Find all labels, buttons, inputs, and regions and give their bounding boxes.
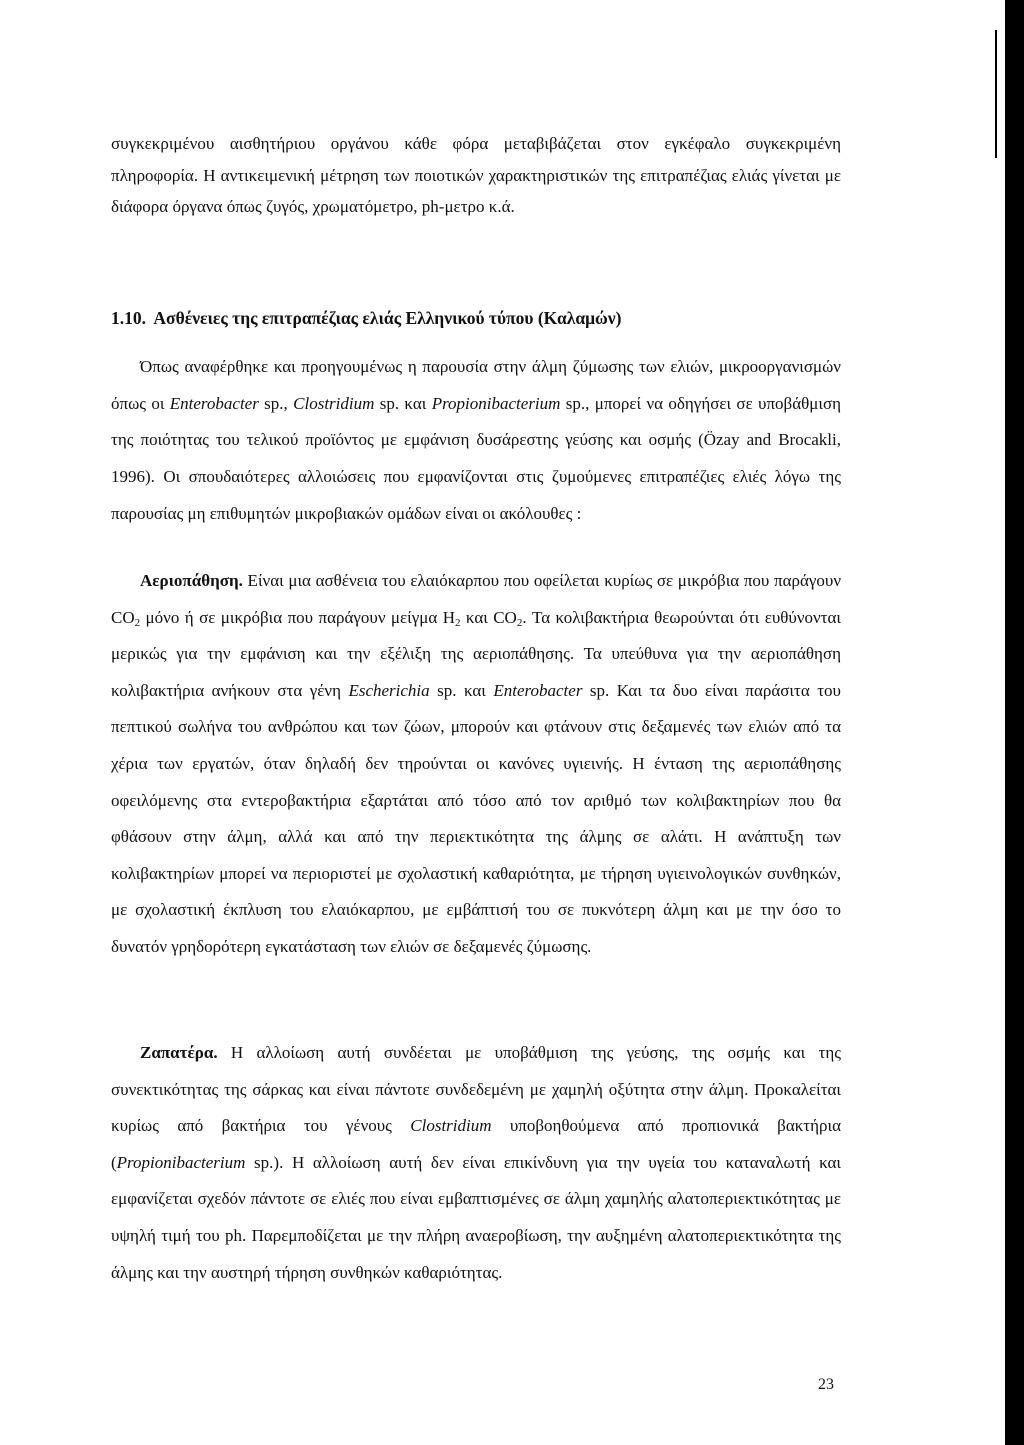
section-number: 1.10. bbox=[111, 308, 146, 328]
section-title: Ασθένειες της επιτραπέζιας ελιάς Ελληνικού τύπου (Καλαμών) bbox=[153, 308, 622, 328]
paragraph-zapatera: Ζαπατέρα. Η αλλοίωση αυτή συνδέεται με υποβάθμιση της γεύσης, της οσμής και της συνεκτικότητας της σάρκας και είναι πάντοτε συνδεδεμένη με χαμηλή οξύτητα στην άλμη. Προκαλείται κυρίως από βακτήρια του γένους Clostridium υποβοηθούμενα από προπιονικά βακτήρια (Propionibacterium sp.). Η αλλοίωση αυτή δεν είναι επικίνδυνη για την υγεία του καταναλωτή και εμφανίζεται σχεδόν πάντοτε σε ελιές που είναι εμβαπτισμένες σε άλμη χαμηλής αλατοπεριεκτικότητας με υψηλή τιμή του ph. Παρεμποδίζεται με την πλήρη αναεροβίωση, την αυξημένη αλατοπεριεκτικότητα της άλμης και την αυστηρή τήρηση συνθηκών καθαριότητας. bbox=[111, 1043, 841, 1282]
genus-escherichia: Escherichia bbox=[348, 680, 430, 700]
term-aeriopathisi: Αεριοπάθηση. bbox=[140, 571, 243, 590]
genus-propionibacterium: Propionibacterium bbox=[116, 1152, 246, 1172]
genus-propionibacterium: Propionibacterium bbox=[431, 393, 561, 413]
term-zapatera: Ζαπατέρα. bbox=[140, 1043, 218, 1062]
paragraph-aeriopathisi: Αεριοπάθηση. Είναι μια ασθένεια του ελαιόκαρπου που οφείλεται κυρίως σε μικρόβια που παράγουν $CO_2$ μόνο ή σε μικρόβια που παράγουν μείγμα $H_2$ και $CO_2$. Τα κολιβακτήρια θεωρούνται ότι ευθύνονται μερικώς για την εμφάνιση και την εξέλιξη της αεριοπάθησης. Τα υπεύθυνα για την αεριοπάθηση κολιβακτήρια ανήκουν στα γένη Escherichia sp. και Enterobacter sp. Και τα δυο είναι παράσιτα του πεπτικού σωλήνα του ανθρώπου και των ζώων, μπορούν και φτάνουν στις δεξαμενές των ελιών από τα χέρια των εργατών, όταν δηλαδή δεν τηρούνται οι κανόνες υγιεινής. Η ένταση της αεριοπάθησης οφειλόμενης στα εντεροβακτήρια εξαρτάται από τόσο από τον αριθμό των κολιβακτηρίων που θα φθάσουν στην άλμη, αλλά και από την περιεκτικότητα της άλμης σε αλάτι. Η ανάπτυξη των κολιβακτηρίων μπορεί να περιοριστεί με σχολαστική καθαριότητα, με τήρηση υγιεινολογικών συνθηκών, με σχολαστική έκπλυση του ελαιόκαρπου, με εμβάπτισή του σε πυκνότερη άλμη και με την όσο το δυνατόν γρηδορότερη εγκατάσταση των ελιών σε δεξαμενές ζύμωσης. bbox=[111, 571, 841, 956]
intro-paragraph: συγκεκριμένου αισθητήριου οργάνου κάθε φόρα μεταβιβάζεται στον εγκέφαλο συγκεκριμένη πληροφορία. Η αντικειμενική μέτρηση των ποιοτικών χαρακτηριστικών της επιτραπέζιας ελιάς γίνεται με διάφορα όργανα όπως ζυγός, χρωματόμετρο, ph-μετρο κ.ά. bbox=[111, 134, 841, 216]
section-heading bbox=[111, 303, 841, 335]
genus-clostridium: Clostridium bbox=[293, 393, 375, 413]
genus-enterobacter: Enterobacter bbox=[169, 393, 259, 413]
genus-enterobacter: Enterobacter bbox=[493, 680, 583, 700]
page-number: 23 bbox=[818, 1376, 834, 1393]
margin-rule bbox=[995, 30, 997, 158]
paragraph-introduction: Όπως αναφέρθηκε και προηγουμένως η παρουσία στην άλμη ζύμωσης των ελιών, μικροοργανισμών όπως οι Enterobacter sp., Clostridium sp. και Propionibacterium sp., μπορεί να οδηγήσει σε υποβάθμιση της ποιότητας του τελικού προϊόντος με εμφάνιση δυσάρεστης γεύσης και οσμής (Özay and Brocakli, 1996). Οι σπουδαιότερες αλλοιώσεις που εμφανίζονται στις ζυμούμενες επιτραπέζιες ελιές λόγω της παρουσίας μη επιθυμητών μικροβιακών ομάδων είναι οι ακόλουθες : bbox=[111, 357, 842, 523]
genus-clostridium: Clostridium bbox=[410, 1116, 492, 1136]
